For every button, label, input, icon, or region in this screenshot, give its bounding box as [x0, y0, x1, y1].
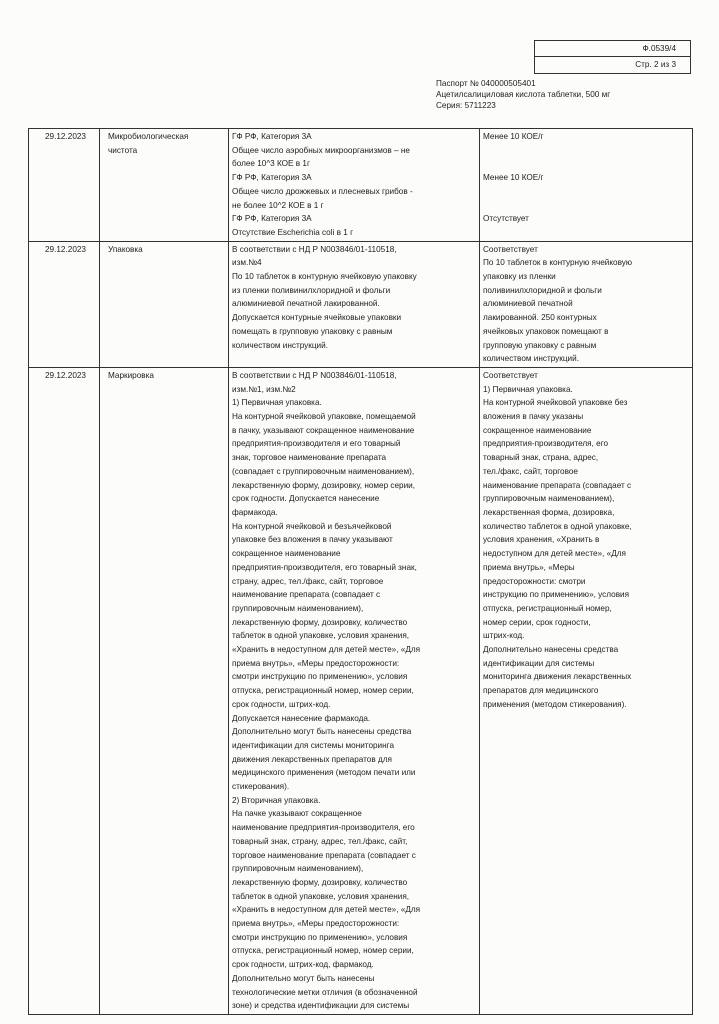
result-line — [483, 185, 689, 199]
requirement-line: Дополнительно могут быть нанесены средства — [232, 727, 412, 737]
result-line: упаковку из пленки — [483, 272, 556, 282]
cell-date — [29, 367, 100, 1014]
result-line: отпуска, регистрационный номер, — [483, 603, 612, 613]
requirement-line: количеством инструкций. — [232, 340, 328, 350]
requirement-line: (совпадает с группировочным наименованием), — [232, 466, 415, 476]
requirement-line: таблеток в одной упаковке, условия хранения, — [232, 891, 410, 901]
requirement-line: медицинского применения (методом печати или — [232, 768, 416, 778]
result-line: препаратов для медицинского — [483, 686, 599, 696]
requirement-line: помещать в групповую упаковку с равным — [232, 326, 393, 336]
form-number-box — [534, 40, 691, 74]
requirement-line: ГФ РФ, Категория 3А — [232, 132, 312, 141]
requirement-line: из пленки поливинилхлоридной и фольги — [232, 285, 391, 295]
requirement-line: 1) Первичная упаковка. — [232, 398, 322, 408]
requirement-line: лекарственную форму, дозировку, количество — [232, 617, 408, 627]
requirement-line: страну, адрес, тел./факс, сайт, торговое — [232, 576, 384, 586]
requirement-line: не более 10^2 КОЕ в 1 г — [232, 200, 324, 210]
result-line: товарный знак, страна, адрес, — [483, 453, 599, 463]
cell-indicator — [100, 129, 229, 242]
requirement-line: предприятия-производителя, его товарный знак, — [232, 562, 417, 572]
requirement-line: На пачке указывают сокращенное — [232, 809, 362, 819]
result-line: недоступном для детей месте», «Для — [483, 549, 626, 559]
requirement-line: упаковке без вложения в пачку указывают — [232, 535, 393, 545]
result-line: идентификации для системы — [483, 658, 595, 668]
result-line: условия хранения, «Хранить в — [483, 535, 600, 545]
result-line: инструкцию по применению», условия — [483, 590, 630, 600]
requirement-line: лекарственную форму, дозировку, количество — [232, 877, 408, 887]
result-line: применения (методом стикерования). — [483, 699, 627, 709]
result-line — [483, 157, 689, 171]
result-line — [483, 198, 689, 212]
requirement-line: 2) Вторичная упаковка. — [232, 795, 321, 805]
result-line: Отсутствует — [483, 214, 529, 224]
requirement-line: более 10^3 КОЕ в 1г — [232, 159, 310, 169]
product-name: Ацетилсалициловая кислота таблетки, 500 мг — [436, 90, 611, 99]
result-line: группировочным наименованием), — [483, 494, 615, 504]
result-line: Дополнительно нанесены средства — [483, 645, 619, 655]
requirement-line: Дополнительно могут быть нанесены — [232, 973, 375, 983]
requirement-line: Общее число дрожжевых и плесневых грибов - — [232, 186, 413, 196]
requirement-line: срок годности, штрих-код, фармакод. — [232, 960, 374, 970]
result-line: Соответствует — [483, 244, 538, 254]
cell-indicator — [100, 367, 229, 1014]
cell-requirement — [229, 241, 480, 367]
requirement-line: отпуска, регистрационный номер, номер серии, — [232, 946, 414, 956]
requirement-line: срок годности, штрих-код. — [232, 699, 331, 709]
result-line: предосторожности: смотри — [483, 576, 586, 586]
passport-header — [436, 78, 610, 111]
result-line — [483, 144, 689, 158]
requirement-line: Общее число аэробных микроорганизмов – не — [232, 145, 410, 155]
result-line: предприятия-производителя, его — [483, 439, 609, 449]
result-line — [483, 226, 689, 240]
requirement-line: алюминиевой печатной лакированной. — [232, 299, 380, 309]
requirement-line: сокращенное наименование — [232, 549, 341, 559]
requirement-line: группировочным наименованием), — [232, 864, 364, 874]
result-line: Соответствует — [483, 370, 538, 380]
cell-requirement — [229, 367, 480, 1014]
result-line: лакированной. 250 контурных — [483, 313, 597, 323]
cell-date — [29, 129, 100, 242]
result-line: номер серии, срок годности, — [483, 617, 591, 627]
indicator-line: чистота — [108, 145, 138, 155]
requirement-line: технологические метки отличия (в обозначенной — [232, 987, 418, 997]
date-text: 29.12.2023 — [45, 370, 86, 380]
requirement-line: На контурной ячейковой и безъячейковой — [232, 521, 392, 531]
result-line: количеством инструкций. — [483, 354, 579, 364]
requirement-line: движения лекарственных препаратов для — [232, 754, 392, 764]
requirement-line: На контурной ячейковой упаковке, помещаемой — [232, 412, 416, 422]
requirement-line: ГФ РФ, Категория 3А — [232, 173, 312, 183]
requirement-line: приема внутрь», «Меры предосторожности: — [232, 919, 400, 929]
requirement-line: изм.№1, изм.№2 — [232, 384, 296, 394]
result-line: штрих-код. — [483, 631, 525, 641]
requirement-line: «Хранить в недоступном для детей месте», «Для — [232, 905, 421, 915]
requirement-line: срок годности. Допускается нанесение — [232, 494, 380, 504]
result-line: ячейковых упаковок помещают в — [483, 326, 609, 336]
cell-indicator — [100, 241, 229, 367]
requirement-line: группировочным наименованием), — [232, 603, 364, 613]
requirement-line: товарный знак, страну, адрес, тел./факс, сайт, — [232, 836, 408, 846]
result-line: 1) Первичная упаковка. — [483, 384, 573, 394]
result-line: поливинилхлоридной и фольги — [483, 285, 602, 295]
requirement-line: фармакода. — [232, 507, 278, 517]
series-number: Серия: 5711223 — [436, 101, 496, 110]
result-line: По 10 таблеток в контурную ячейковую — [483, 258, 633, 268]
result-line: мониторинга движения лекарственных — [483, 672, 632, 682]
result-line: количество таблеток в одной упаковке, — [483, 521, 632, 531]
requirement-line: в пачку, указывают сокращенное наименование — [232, 425, 415, 435]
requirement-line: наименование предприятия-производителя, его — [232, 823, 415, 833]
requirement-line: В соответствии с НД Р N003846/01-110518, — [232, 244, 397, 254]
result-line: Менее 10 КОЕ/г — [483, 173, 544, 183]
indicator-line: Маркировка — [108, 370, 154, 380]
indicator-line: Микробиологическая — [108, 132, 189, 141]
result-line: тел./факс, сайт, торговое — [483, 466, 578, 476]
requirement-line: смотри инструкцию по применению», условия — [232, 932, 408, 942]
result-line: лекарственная форма, дозировка, — [483, 507, 615, 517]
result-line: групповую упаковку с равным — [483, 340, 597, 350]
indicator-line: Упаковка — [108, 244, 143, 254]
requirement-line: Отсутствие Escherichia coli в 1 г — [232, 227, 354, 237]
cell-requirement — [229, 129, 480, 242]
requirement-line: торговое наименование препарата (совпадает с — [232, 850, 416, 860]
result-line: вложения в пачку указаны — [483, 412, 584, 422]
cell-result — [480, 367, 693, 1014]
requirement-line: приема внутрь», «Меры предосторожности: — [232, 658, 400, 668]
table-row — [29, 129, 693, 242]
requirement-line: В соответствии с НД Р N003846/01-110518, — [232, 370, 397, 380]
requirement-line: Допускается нанесение фармакода. — [232, 713, 371, 723]
result-line: наименование препарата (совпадает с — [483, 480, 632, 490]
requirement-line: отпуска, регистрационный номер, номер серии, — [232, 686, 414, 696]
result-line: алюминиевой печатной — [483, 299, 573, 309]
requirement-line: стикерования). — [232, 782, 290, 792]
analysis-table — [28, 128, 693, 1015]
requirement-line: Допускается контурные ячейковые упаковки — [232, 313, 402, 323]
requirement-line: изм.№4 — [232, 258, 262, 268]
page-info: Стр. 2 из 3 — [635, 60, 676, 69]
result-line: Менее 10 КОЕ/г — [483, 132, 544, 141]
requirement-line: По 10 таблеток в контурную ячейковую упаковку — [232, 272, 417, 282]
requirement-line: ГФ РФ, Категория 3А — [232, 214, 312, 224]
requirement-line: зоне) и средства идентификации для системы — [232, 1001, 410, 1011]
table-row — [29, 367, 693, 1014]
requirement-line: знак, торговое наименование препарата — [232, 453, 387, 463]
requirement-line: лекарственную форму, дозировку, номер серии, — [232, 480, 416, 490]
requirement-line: «Хранить в недоступном для детей месте», «Для — [232, 645, 421, 655]
passport-number: Паспорт № 040000505401 — [436, 79, 536, 88]
requirement-line: наименование препарата (совпадает с — [232, 590, 381, 600]
table-row — [29, 241, 693, 367]
date-text: 29.12.2023 — [45, 132, 86, 141]
cell-result — [480, 129, 693, 242]
cell-result — [480, 241, 693, 367]
requirement-line: предприятия-производителя и его товарный — [232, 439, 401, 449]
date-text: 29.12.2023 — [45, 244, 86, 254]
requirement-line: таблеток в одной упаковке, условия хранения, — [232, 631, 410, 641]
result-line: сокращенное наименование — [483, 425, 592, 435]
result-line: На контурной ячейковой упаковке без — [483, 398, 628, 408]
cell-date — [29, 241, 100, 367]
result-line: приема внутрь», «Меры — [483, 562, 575, 572]
form-number: Ф.0539/4 — [535, 41, 690, 57]
requirement-line: смотри инструкцию по применению», условия — [232, 672, 408, 682]
requirement-line: идентификации для системы мониторинга — [232, 740, 395, 750]
